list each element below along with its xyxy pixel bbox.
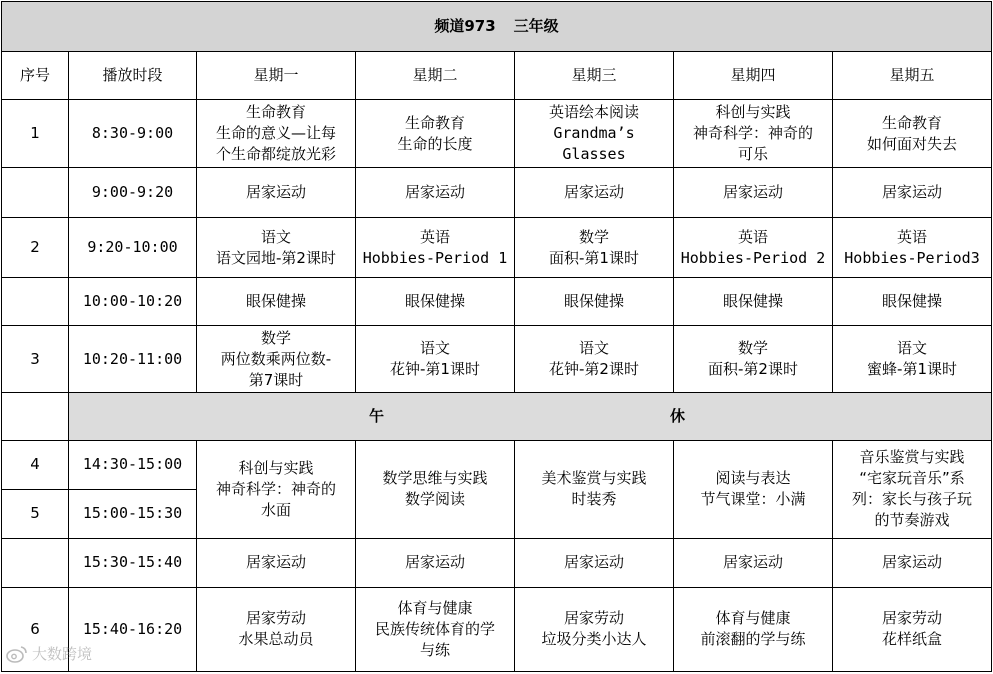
cell-friday bbox=[833, 100, 992, 168]
channel-label: 频道973 bbox=[434, 17, 496, 36]
cell-wednesday bbox=[515, 100, 674, 168]
cell-line: 英语绘本阅读 bbox=[548, 103, 639, 122]
cell-line: 居家运动 bbox=[722, 553, 783, 572]
cell-line: 数学 bbox=[578, 227, 609, 246]
cell-monday bbox=[197, 587, 356, 671]
row-number: 6 bbox=[2, 587, 69, 671]
cell-line: 数学 bbox=[737, 339, 768, 357]
cell-line: 面积-第2课时 bbox=[708, 360, 798, 378]
row-number bbox=[2, 278, 69, 326]
cell-line: 数学思维与实践 bbox=[382, 469, 488, 488]
time-slot: 9:20-10:00 bbox=[69, 218, 197, 278]
cell-line: 英语 bbox=[737, 227, 768, 246]
cell-thursday bbox=[674, 326, 833, 392]
row-number bbox=[2, 168, 69, 218]
cell-monday bbox=[197, 440, 356, 538]
table-row bbox=[2, 278, 992, 326]
cell-line: 时装秀 bbox=[571, 490, 617, 509]
table-row bbox=[2, 218, 992, 278]
cell-line: Glasses bbox=[562, 145, 626, 164]
cell-line: 神奇科学：神奇的 bbox=[215, 479, 336, 498]
cell-line: 居家运动 bbox=[882, 183, 943, 202]
cell-line: 语文园地-第2课时 bbox=[216, 248, 336, 267]
table-title bbox=[2, 2, 992, 52]
cell-line: 列：家长与孩子玩 bbox=[852, 490, 973, 509]
cell-line: 生命的长度 bbox=[397, 134, 473, 153]
cell-monday bbox=[197, 538, 356, 587]
cell-monday bbox=[197, 168, 356, 218]
cell-thursday bbox=[674, 440, 833, 538]
cell-line: 眼保健操 bbox=[404, 292, 465, 311]
cell-line: Hobbies-Period3 bbox=[844, 248, 980, 267]
cell-line: 两位数乘两位数- bbox=[220, 349, 332, 368]
cell-line: 面积-第1课时 bbox=[549, 248, 639, 267]
cell-line: 居家劳动 bbox=[563, 609, 624, 628]
cell-tuesday bbox=[356, 587, 515, 671]
cell-line: 数学阅读 bbox=[404, 490, 465, 509]
cell-wednesday bbox=[515, 218, 674, 278]
time-slot: 15:40-16:20 bbox=[69, 587, 197, 671]
watermark-text: 大数跨境 bbox=[32, 645, 93, 663]
time-slot: 14:30-15:00 bbox=[69, 440, 197, 489]
cell-line: 居家劳动 bbox=[882, 609, 943, 628]
cell-line: 与练 bbox=[419, 640, 450, 659]
cell-line: 民族传统体育的学 bbox=[374, 619, 495, 638]
cell-friday bbox=[833, 278, 992, 326]
cell-line: 花样纸盒 bbox=[882, 630, 943, 649]
cell-tuesday bbox=[356, 278, 515, 326]
time-slot: 10:20-11:00 bbox=[69, 326, 197, 392]
cell-line: 语文 bbox=[419, 339, 450, 357]
cell-tuesday bbox=[356, 168, 515, 218]
cell-line: 花钟-第2课时 bbox=[549, 360, 639, 378]
cell-line: 前滚翻的学与练 bbox=[700, 630, 806, 649]
cell-monday bbox=[197, 326, 356, 392]
cell-wednesday bbox=[515, 587, 674, 671]
lunch-row bbox=[2, 392, 992, 440]
cell-line: Hobbies-Period 1 bbox=[362, 248, 508, 267]
cell-tuesday bbox=[356, 538, 515, 587]
header-time-slot: 播放时段 bbox=[69, 52, 197, 100]
lunch-break-cell bbox=[69, 392, 992, 440]
header-wednesday: 星期三 bbox=[515, 52, 674, 100]
cell-friday bbox=[833, 587, 992, 671]
cell-line: 居家运动 bbox=[882, 553, 943, 572]
cell-thursday bbox=[674, 100, 833, 168]
time-slot: 9:00-9:20 bbox=[69, 168, 197, 218]
cell-line: 居家运动 bbox=[245, 183, 306, 202]
cell-tuesday bbox=[356, 100, 515, 168]
row-number: 5 bbox=[2, 489, 69, 538]
cell-line: 第7课时 bbox=[248, 370, 304, 389]
cell-line: 语文 bbox=[897, 339, 928, 357]
cell-thursday bbox=[674, 218, 833, 278]
cell-line: Grandma’s bbox=[553, 124, 635, 143]
cell-thursday bbox=[674, 587, 833, 671]
cell-line: Hobbies-Period 2 bbox=[680, 248, 826, 267]
cell-line: 语文 bbox=[260, 227, 291, 246]
header-thursday: 星期四 bbox=[674, 52, 833, 100]
cell-line: 居家运动 bbox=[245, 553, 306, 572]
cell-line: 体育与健康 bbox=[715, 609, 791, 628]
cell-line: 眼保健操 bbox=[722, 292, 783, 311]
cell-line: 科创与实践 bbox=[715, 103, 791, 122]
cell-line: 数学 bbox=[260, 328, 291, 347]
table-row bbox=[2, 587, 992, 671]
time-slot: 15:30-15:40 bbox=[69, 538, 197, 587]
cell-line: 居家运动 bbox=[404, 553, 465, 572]
cell-line: 个生命都绽放光彩 bbox=[215, 145, 336, 164]
cell-line: 生命教育 bbox=[245, 103, 306, 122]
cell-monday bbox=[197, 100, 356, 168]
header-tuesday: 星期二 bbox=[356, 52, 515, 100]
cell-line: 居家运动 bbox=[563, 183, 624, 202]
header-friday: 星期五 bbox=[833, 52, 992, 100]
cell-wednesday bbox=[515, 168, 674, 218]
cell-line: 生命的意义—让每 bbox=[215, 124, 336, 143]
cell-tuesday bbox=[356, 218, 515, 278]
cell-line: 水面 bbox=[260, 500, 291, 519]
table-row bbox=[2, 538, 992, 587]
cell-line: 可乐 bbox=[737, 145, 768, 164]
cell-line: 英语 bbox=[419, 227, 450, 246]
header-row bbox=[2, 52, 992, 100]
lunch-label bbox=[71, 406, 989, 427]
row-number: 3 bbox=[2, 326, 69, 392]
cell-wednesday bbox=[515, 278, 674, 326]
cell-tuesday bbox=[356, 326, 515, 392]
row-number: 1 bbox=[2, 100, 69, 168]
cell-line: 眼保健操 bbox=[882, 292, 943, 311]
table-row bbox=[2, 440, 992, 489]
cell-line: 蜜蜂-第1课时 bbox=[867, 360, 957, 378]
cell-friday bbox=[833, 218, 992, 278]
cell-line: “宅家玩音乐”系 bbox=[859, 469, 965, 488]
cell-thursday bbox=[674, 168, 833, 218]
cell-friday bbox=[833, 538, 992, 587]
cell-line: 眼保健操 bbox=[563, 292, 624, 311]
morning-rows bbox=[2, 100, 992, 392]
row-number bbox=[2, 538, 69, 587]
cell-line: 体育与健康 bbox=[397, 598, 473, 617]
cell-line: 节气课堂：小满 bbox=[700, 490, 806, 509]
row-number: 2 bbox=[2, 218, 69, 278]
cell-line: 花钟-第1课时 bbox=[390, 360, 480, 378]
row-number: 4 bbox=[2, 440, 69, 489]
table-row bbox=[2, 168, 992, 218]
cell-monday bbox=[197, 278, 356, 326]
table-row bbox=[2, 100, 992, 168]
cell-line: 水果总动员 bbox=[238, 630, 314, 649]
cell-friday bbox=[833, 168, 992, 218]
cell-line: 英语 bbox=[897, 227, 928, 246]
table-row bbox=[2, 326, 992, 392]
cell-tuesday bbox=[356, 440, 515, 538]
cell-line: 垃圾分类小达人 bbox=[541, 630, 647, 649]
cell-line: 神奇科学：神奇的 bbox=[692, 124, 813, 143]
row-number bbox=[2, 392, 69, 440]
cell-line: 居家运动 bbox=[722, 183, 783, 202]
title-row bbox=[2, 2, 992, 52]
cell-friday bbox=[833, 440, 992, 538]
cell-friday bbox=[833, 326, 992, 392]
header-monday: 星期一 bbox=[197, 52, 356, 100]
lunch-char-right: 休 bbox=[670, 406, 686, 425]
cell-monday bbox=[197, 218, 356, 278]
grade-label: 三年级 bbox=[513, 17, 559, 36]
cell-line: 居家运动 bbox=[563, 553, 624, 572]
cell-line: 美术鉴赏与实践 bbox=[541, 469, 647, 488]
cell-line: 语文 bbox=[578, 339, 609, 357]
cell-line: 的节奏游戏 bbox=[874, 511, 950, 530]
cell-thursday bbox=[674, 278, 833, 326]
time-slot: 15:00-15:30 bbox=[69, 489, 197, 538]
cell-line: 居家运动 bbox=[404, 183, 465, 202]
cell-line: 音乐鉴赏与实践 bbox=[859, 448, 965, 467]
cell-wednesday bbox=[515, 440, 674, 538]
lunch-char-left: 午 bbox=[369, 406, 385, 425]
cell-line: 如何面对失去 bbox=[867, 134, 958, 153]
cell-line: 阅读与表达 bbox=[715, 469, 791, 488]
cell-wednesday bbox=[515, 538, 674, 587]
time-slot: 8:30-9:00 bbox=[69, 100, 197, 168]
header-number: 序号 bbox=[2, 52, 69, 100]
cell-thursday bbox=[674, 538, 833, 587]
cell-line: 生命教育 bbox=[404, 113, 465, 132]
time-slot: 10:00-10:20 bbox=[69, 278, 197, 326]
cell-wednesday bbox=[515, 326, 674, 392]
cell-line: 科创与实践 bbox=[238, 458, 314, 477]
cell-line: 生命教育 bbox=[882, 113, 943, 132]
cell-line: 居家劳动 bbox=[245, 609, 306, 628]
cell-line: 眼保健操 bbox=[245, 292, 306, 311]
schedule-table bbox=[1, 1, 992, 672]
afternoon-rows bbox=[2, 392, 992, 671]
